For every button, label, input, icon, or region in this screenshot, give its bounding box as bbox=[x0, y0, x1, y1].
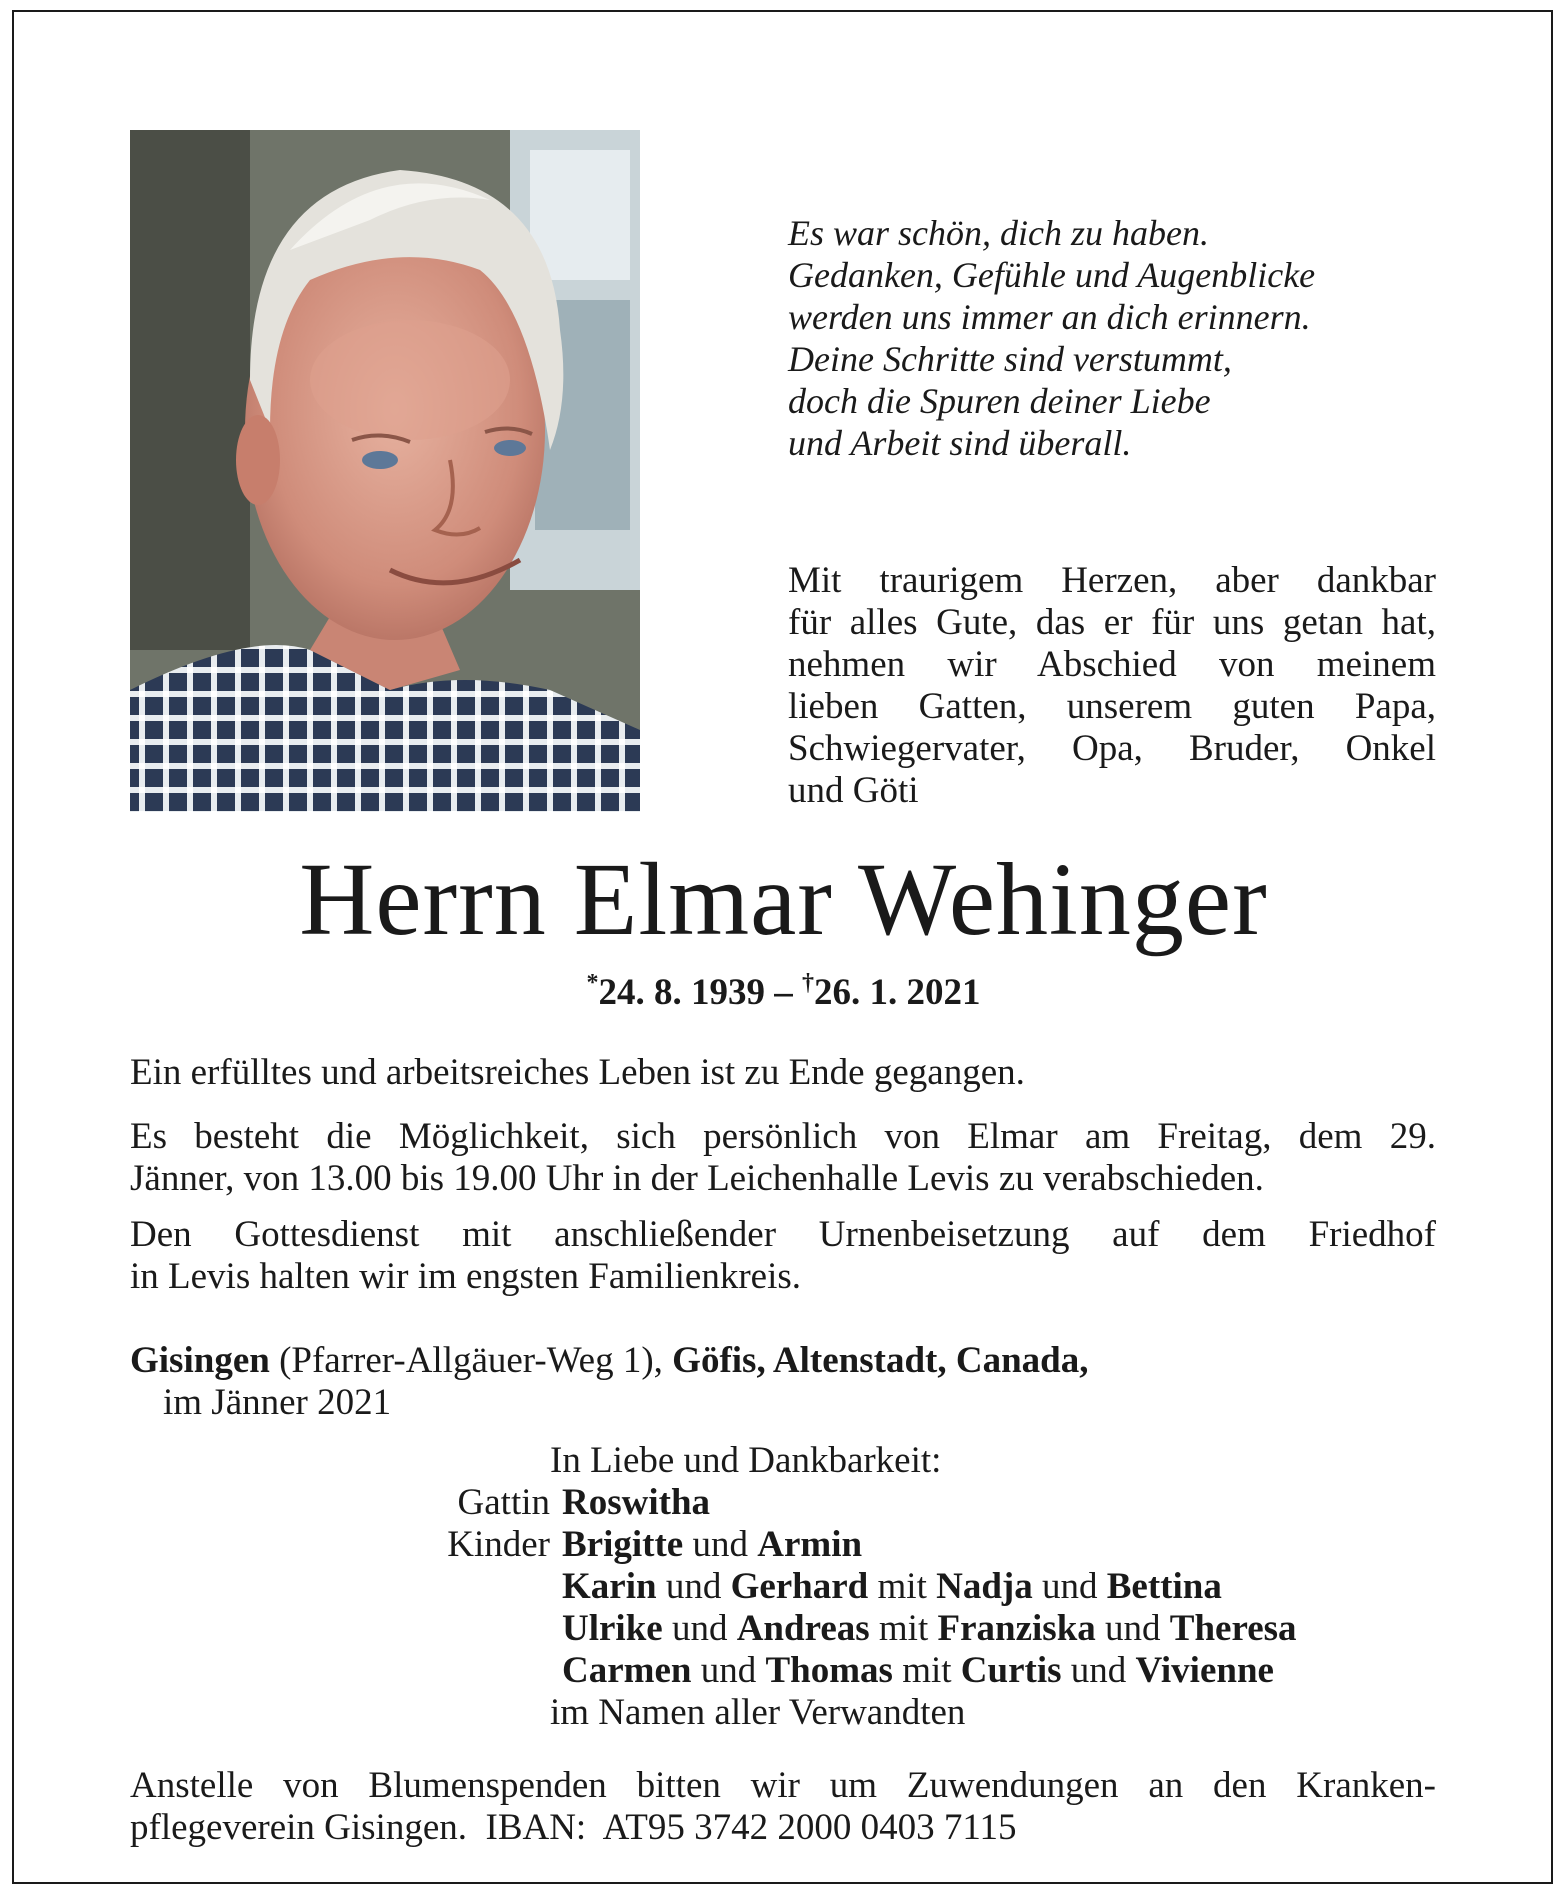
footer-line: Anstelle von Blumenspenden bitten wir um Zuwendungen an den Kranken- bbox=[130, 1765, 1436, 1806]
paragraph-line: Ein erfülltes und arbeitsreiches Leben ist zu Ende gegangen. bbox=[130, 1052, 1025, 1093]
place-town: Gisingen bbox=[130, 1340, 270, 1381]
death-date: 26. 1. 2021 bbox=[814, 972, 981, 1013]
family-row-children bbox=[300, 1608, 1450, 1650]
family-member-name: Brigitte bbox=[562, 1524, 684, 1565]
death-mark: † bbox=[802, 970, 814, 996]
family-member-name: Thomas bbox=[765, 1650, 893, 1691]
deceased-name: Herrn Elmar Wehinger bbox=[299, 842, 1268, 957]
paragraph-line: in Levis halten wir im engsten Familienkreis. bbox=[130, 1256, 802, 1297]
spouse-name: Roswitha bbox=[562, 1482, 711, 1523]
family-member-name: Karin bbox=[562, 1566, 657, 1607]
date-separator: – bbox=[774, 972, 793, 1013]
paragraph-line: Es besteht die Möglichkeit, sich persönlich von Elmar am Freitag, dem 29. bbox=[130, 1116, 1436, 1157]
intro-line: Mit traurigem Herzen, aber dankbar bbox=[788, 560, 1436, 601]
poem-line: Gedanken, Gefühle und Augenblicke bbox=[788, 255, 1316, 295]
role-label: Gattin bbox=[457, 1482, 550, 1523]
family-row-children bbox=[300, 1650, 1450, 1692]
footer-line: pflegeverein Gisingen. IBAN: AT95 3742 2000 0403 7115 bbox=[130, 1807, 1017, 1848]
poem-line: Es war schön, dich zu haben. bbox=[788, 213, 1209, 253]
poem-line: werden uns immer an dich erinnern. bbox=[788, 297, 1311, 337]
family-connector: und bbox=[662, 1608, 737, 1649]
place-others: Göfis, Altenstadt, Canada, bbox=[672, 1340, 1089, 1381]
family-member-name: Nadja bbox=[936, 1566, 1033, 1607]
paragraph-life bbox=[130, 1052, 1436, 1094]
family-row-spouse bbox=[300, 1482, 1450, 1524]
family-member-name: Andreas bbox=[736, 1608, 870, 1649]
role-label bbox=[300, 1608, 550, 1650]
family-connector: und bbox=[691, 1650, 766, 1691]
family-member-name: Ulrike bbox=[562, 1608, 663, 1649]
family-row-children bbox=[300, 1524, 1450, 1566]
family-closing: im Namen aller Verwandten bbox=[550, 1692, 966, 1733]
family-member-name: Bettina bbox=[1106, 1566, 1222, 1607]
role-label bbox=[300, 1566, 550, 1608]
family-member-name: Vivienne bbox=[1135, 1650, 1274, 1691]
place-date: im Jänner 2021 bbox=[163, 1382, 392, 1423]
family-member-name: Carmen bbox=[562, 1650, 692, 1691]
role-label bbox=[300, 1650, 550, 1692]
family-heading: In Liebe und Dankbarkeit: bbox=[550, 1440, 942, 1481]
intro-text bbox=[788, 560, 1436, 812]
paragraph-service bbox=[130, 1214, 1436, 1298]
family-connector: und bbox=[683, 1524, 758, 1565]
role-label: Kinder bbox=[447, 1524, 550, 1565]
family-connector: und bbox=[656, 1566, 731, 1607]
family-connector: und bbox=[1095, 1608, 1170, 1649]
intro-line: nehmen wir Abschied von meinem bbox=[788, 644, 1436, 685]
family-member-name: Franziska bbox=[937, 1608, 1096, 1649]
intro-line: lieben Gatten, unserem guten Papa, bbox=[788, 686, 1436, 727]
family-connector: und bbox=[1061, 1650, 1136, 1691]
place-and-date bbox=[130, 1340, 1436, 1424]
family-connector: mit bbox=[869, 1608, 938, 1649]
paragraph-viewing bbox=[130, 1116, 1436, 1200]
family-member-name: Curtis bbox=[960, 1650, 1062, 1691]
poem-line: und Arbeit sind überall. bbox=[788, 423, 1132, 463]
family-member-name: Armin bbox=[757, 1524, 863, 1565]
poem-line: doch die Spuren deiner Liebe bbox=[788, 381, 1211, 421]
poem bbox=[788, 212, 1428, 464]
poem-line: Deine Schritte sind verstummt, bbox=[788, 339, 1232, 379]
donation-note bbox=[130, 1765, 1436, 1849]
paragraph-line: Den Gottesdienst mit anschließender Urnenbeisetzung auf dem Friedhof bbox=[130, 1214, 1436, 1255]
intro-line: für alles Gute, das er für uns getan hat, bbox=[788, 602, 1436, 643]
birth-date: 24. 8. 1939 bbox=[598, 972, 765, 1013]
paragraph-line: Jänner, von 13.00 bis 19.00 Uhr in der Leichenhalle Levis zu verabschieden. bbox=[130, 1158, 1264, 1199]
life-dates bbox=[0, 970, 1567, 1014]
family-member-name: Theresa bbox=[1169, 1608, 1297, 1649]
family-row-children bbox=[300, 1566, 1450, 1608]
family-connector: und bbox=[1032, 1566, 1107, 1607]
family-connector: mit bbox=[868, 1566, 937, 1607]
portrait-photo bbox=[130, 130, 640, 812]
place-address: (Pfarrer-Allgäuer-Weg 1), bbox=[269, 1340, 673, 1381]
children-list bbox=[300, 1524, 1450, 1692]
family-member-name: Gerhard bbox=[730, 1566, 869, 1607]
family-connector: mit bbox=[892, 1650, 961, 1691]
family-list bbox=[300, 1440, 1450, 1734]
intro-line: und Göti bbox=[788, 770, 919, 811]
birth-mark: * bbox=[586, 970, 599, 996]
intro-line: Schwiegervater, Opa, Bruder, Onkel bbox=[788, 728, 1436, 769]
